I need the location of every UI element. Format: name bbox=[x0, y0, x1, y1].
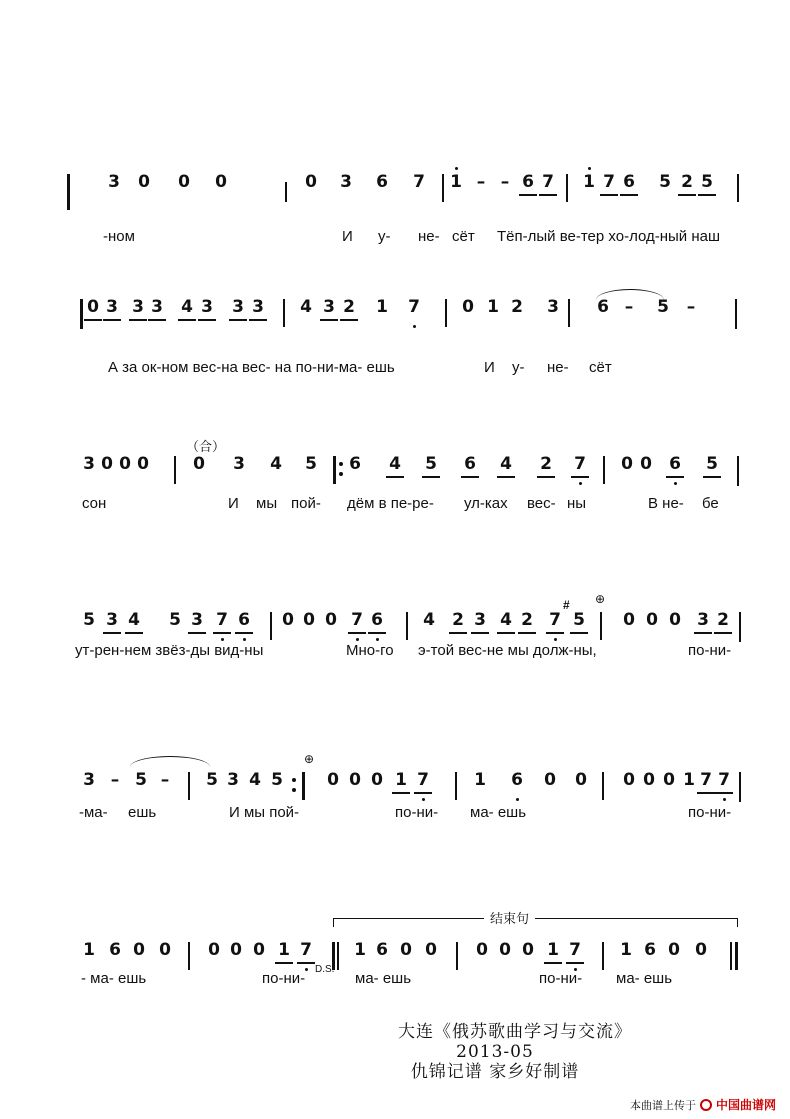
note: 6 bbox=[508, 768, 526, 792]
lyric: И bbox=[228, 495, 239, 512]
site-logo-icon bbox=[700, 1099, 712, 1111]
site-name[interactable]: 中国曲谱网 bbox=[715, 1098, 776, 1112]
lyric: дём в пе-ре- bbox=[347, 495, 434, 512]
note: 6 bbox=[519, 170, 537, 196]
note: 7 bbox=[413, 172, 425, 192]
note: 4 bbox=[300, 297, 312, 317]
lyric: ны bbox=[567, 495, 587, 512]
note: 0 bbox=[178, 172, 190, 192]
note: 1 bbox=[376, 297, 388, 317]
note: 3 bbox=[129, 295, 147, 321]
note: 3 bbox=[83, 770, 95, 790]
note: 6 bbox=[349, 454, 361, 474]
note: 4 bbox=[249, 770, 261, 790]
double-bar-thin bbox=[337, 942, 339, 970]
note: 0 bbox=[544, 770, 556, 790]
note: 3 bbox=[471, 608, 489, 634]
repeat-dots bbox=[339, 462, 343, 482]
bar-line bbox=[602, 942, 604, 970]
note: 0 bbox=[522, 940, 534, 960]
note: 5 bbox=[422, 452, 440, 478]
note: 3 bbox=[547, 297, 559, 317]
note: 0 bbox=[643, 770, 655, 790]
note: 0 bbox=[668, 940, 680, 960]
lyric: у- bbox=[378, 228, 391, 245]
note: 3 bbox=[249, 295, 267, 321]
footer-uploaded-text: 本曲谱上传于 bbox=[629, 1099, 696, 1112]
note: 4 bbox=[178, 295, 196, 321]
note: 0 bbox=[101, 454, 113, 474]
note: 0 bbox=[159, 940, 171, 960]
note: 1 bbox=[580, 170, 598, 194]
lyric: бе bbox=[702, 495, 719, 512]
note: – bbox=[110, 770, 120, 790]
bar-line bbox=[739, 612, 741, 642]
note: 5 bbox=[659, 172, 671, 192]
note: 2 bbox=[340, 295, 358, 321]
note: 2 bbox=[678, 170, 696, 196]
note: 0 bbox=[499, 940, 511, 960]
chorus-annotation: （合） bbox=[186, 439, 226, 454]
note: 1 bbox=[392, 768, 410, 794]
note: 0 bbox=[230, 940, 242, 960]
note: 6 bbox=[235, 608, 253, 634]
lyric: В не- bbox=[648, 495, 684, 512]
note: 0 bbox=[282, 610, 294, 630]
note: 7 bbox=[405, 295, 423, 319]
note: 0 bbox=[425, 940, 437, 960]
note: 4 bbox=[497, 608, 515, 634]
lyric: А за ок-ном вес-на вес- на по-ни-ма- ешь bbox=[108, 359, 395, 376]
lyric: ул-ках bbox=[464, 495, 508, 512]
note: 5 bbox=[206, 770, 218, 790]
note: 6 bbox=[109, 940, 121, 960]
bar-line bbox=[270, 612, 272, 640]
note: 0 bbox=[137, 454, 149, 474]
bar-line bbox=[737, 174, 739, 202]
note: – bbox=[160, 770, 170, 790]
bar-line bbox=[285, 182, 287, 202]
note: 1 bbox=[544, 938, 562, 964]
lyric: -ном bbox=[103, 228, 135, 245]
bar-line bbox=[568, 299, 570, 327]
bar-line bbox=[442, 174, 444, 202]
bar-line bbox=[456, 942, 458, 970]
lyric: вес- bbox=[527, 495, 556, 512]
note: 0 bbox=[133, 940, 145, 960]
note: 3 bbox=[320, 295, 338, 321]
note: 7 bbox=[546, 608, 564, 634]
final-bar-thick bbox=[735, 942, 738, 970]
bar-line bbox=[737, 456, 739, 486]
note: 3 bbox=[103, 295, 121, 321]
bar-line bbox=[188, 772, 190, 800]
note: 4 bbox=[270, 454, 282, 474]
note: 1 bbox=[275, 938, 293, 964]
note: – bbox=[624, 297, 634, 317]
note: 7 bbox=[414, 768, 432, 794]
note: 0 bbox=[138, 172, 150, 192]
lyric: ут-рен-нем звёз-ды вид-ны bbox=[75, 642, 264, 659]
note: 0 bbox=[623, 610, 635, 630]
note: 0 bbox=[462, 297, 474, 317]
note: 6 bbox=[376, 172, 388, 192]
repeat-dots bbox=[292, 778, 296, 798]
note: 1 bbox=[474, 770, 486, 790]
note: 6 bbox=[461, 452, 479, 478]
note: 2 bbox=[449, 608, 467, 634]
note: – bbox=[500, 172, 510, 192]
note: 3 bbox=[694, 608, 712, 634]
lyric: по-ни- bbox=[262, 970, 306, 987]
note: 4 bbox=[386, 452, 404, 478]
lyric: И bbox=[484, 359, 495, 376]
note: 3 bbox=[227, 770, 239, 790]
bar-line bbox=[603, 456, 605, 484]
note: 5 bbox=[657, 297, 669, 317]
note: 1 bbox=[447, 170, 465, 194]
note: 7 bbox=[297, 938, 315, 964]
coda-mark: ⊕ bbox=[304, 752, 315, 766]
note: 1 bbox=[354, 940, 366, 960]
note: 3 bbox=[148, 295, 166, 321]
note: 7 bbox=[539, 170, 557, 196]
note: 0 bbox=[325, 610, 337, 630]
bar-line bbox=[566, 174, 568, 202]
note: 0 bbox=[400, 940, 412, 960]
lyric: сёт bbox=[589, 359, 612, 376]
credits bbox=[0, 1022, 790, 1082]
note: 3 bbox=[108, 172, 120, 192]
site-footer bbox=[630, 1096, 776, 1113]
sharp-sign: # bbox=[563, 598, 570, 612]
note: 4 bbox=[497, 452, 515, 478]
note: 0 bbox=[193, 454, 205, 474]
note: 0 bbox=[663, 770, 675, 790]
lyric: ма- ешь bbox=[470, 804, 527, 821]
lyric: И мы пой- bbox=[229, 804, 300, 821]
lyric: пой- bbox=[291, 495, 321, 512]
lyric: ешь bbox=[128, 804, 157, 821]
note: 0 bbox=[640, 454, 652, 474]
note: 3 bbox=[340, 172, 352, 192]
lyric: И bbox=[342, 228, 353, 245]
lyric: -ма- bbox=[79, 804, 108, 821]
note: 0 bbox=[575, 770, 587, 790]
bar-line bbox=[455, 772, 457, 800]
note: 7 bbox=[213, 608, 231, 634]
note: 0 bbox=[623, 770, 635, 790]
lyric: ма- ешь bbox=[616, 970, 673, 987]
note: 0 bbox=[208, 940, 220, 960]
note: 5 bbox=[169, 610, 181, 630]
note: 0 bbox=[476, 940, 488, 960]
note: 7 bbox=[348, 608, 366, 634]
note: 3 bbox=[83, 454, 95, 474]
lyric: по-ни- bbox=[688, 642, 732, 659]
note: 5 bbox=[83, 610, 95, 630]
note: 0 bbox=[305, 172, 317, 192]
lyric: мы bbox=[256, 495, 278, 512]
ending-label: 结束句 bbox=[484, 908, 535, 927]
note: 0 bbox=[371, 770, 383, 790]
note: 7 bbox=[715, 768, 733, 794]
bar-line bbox=[735, 299, 737, 329]
bar-line bbox=[600, 612, 602, 640]
note: 1 bbox=[683, 770, 695, 790]
note: 0 bbox=[646, 610, 658, 630]
note: 1 bbox=[620, 940, 632, 960]
note: 6 bbox=[597, 297, 609, 317]
lyric: - ма- ешь bbox=[81, 970, 147, 987]
note: 7 bbox=[566, 938, 584, 964]
note: 0 bbox=[303, 610, 315, 630]
note: 1 bbox=[487, 297, 499, 317]
lyric: Тёп-лый ве-тер хо-лод-ный наш bbox=[497, 228, 721, 245]
repeat-end-bar bbox=[302, 772, 305, 800]
note: 6 bbox=[644, 940, 656, 960]
note: 5 bbox=[305, 454, 317, 474]
note: 0 bbox=[349, 770, 361, 790]
lyric: у- bbox=[512, 359, 525, 376]
bar-line bbox=[602, 772, 604, 800]
bar-line bbox=[445, 299, 447, 327]
ds-label: D.S. bbox=[315, 964, 335, 975]
note: 6 bbox=[376, 940, 388, 960]
bar-line bbox=[188, 942, 190, 970]
note: 5 bbox=[703, 452, 721, 478]
note: 5 bbox=[135, 770, 147, 790]
credits-date: 2013-05 bbox=[456, 1042, 534, 1062]
note: 3 bbox=[229, 295, 247, 321]
note: 2 bbox=[537, 452, 555, 478]
credits-transcriber: 仇锦记谱 家乡好制谱 bbox=[410, 1062, 580, 1082]
lyric: сёт bbox=[452, 228, 475, 245]
note: 0 bbox=[621, 454, 633, 474]
note: 4 bbox=[423, 610, 435, 630]
note: 7 bbox=[571, 452, 589, 478]
note: 4 bbox=[125, 608, 143, 634]
note: 5 bbox=[271, 770, 283, 790]
lyric: не- bbox=[418, 228, 440, 245]
note: 0 bbox=[669, 610, 681, 630]
note: 5 bbox=[570, 608, 588, 634]
note: 3 bbox=[103, 608, 121, 634]
coda-mark: ⊕ bbox=[595, 592, 606, 606]
lyric: Мно-го bbox=[346, 642, 394, 659]
lyric: не- bbox=[547, 359, 569, 376]
ending-bracket bbox=[333, 918, 738, 927]
note: 0 bbox=[119, 454, 131, 474]
lyric: сон bbox=[82, 495, 107, 512]
repeat-start-bar bbox=[333, 456, 336, 484]
note: – bbox=[686, 297, 696, 317]
note: 0 bbox=[84, 295, 102, 321]
note: 7 bbox=[600, 170, 618, 196]
note: 3 bbox=[188, 608, 206, 634]
note: 3 bbox=[233, 454, 245, 474]
note: – bbox=[476, 172, 486, 192]
note: 2 bbox=[511, 297, 523, 317]
bar-line bbox=[174, 456, 176, 484]
lyric: ма- ешь bbox=[355, 970, 412, 987]
note: 0 bbox=[695, 940, 707, 960]
note: 6 bbox=[620, 170, 638, 196]
lyric: по-ни- bbox=[688, 804, 732, 821]
note: 5 bbox=[698, 170, 716, 196]
bar-line bbox=[406, 612, 408, 640]
slur bbox=[130, 756, 210, 767]
note: 0 bbox=[253, 940, 265, 960]
note: 6 bbox=[368, 608, 386, 634]
bar-line bbox=[739, 772, 741, 802]
note: 7 bbox=[697, 768, 715, 794]
note: 0 bbox=[327, 770, 339, 790]
bar-line bbox=[283, 299, 285, 327]
note: 6 bbox=[666, 452, 684, 478]
note: 0 bbox=[215, 172, 227, 192]
note: 3 bbox=[198, 295, 216, 321]
note: 2 bbox=[518, 608, 536, 634]
note: 2 bbox=[714, 608, 732, 634]
final-bar-thin bbox=[730, 942, 732, 970]
lyric: по-ни- bbox=[539, 970, 583, 987]
lyric: э-той вес-не мы долж-ны, bbox=[418, 642, 597, 659]
lyric: по-ни- bbox=[395, 804, 439, 821]
credits-source: 大连《俄苏歌曲学习与交流》 bbox=[398, 1022, 632, 1042]
note: 1 bbox=[83, 940, 95, 960]
